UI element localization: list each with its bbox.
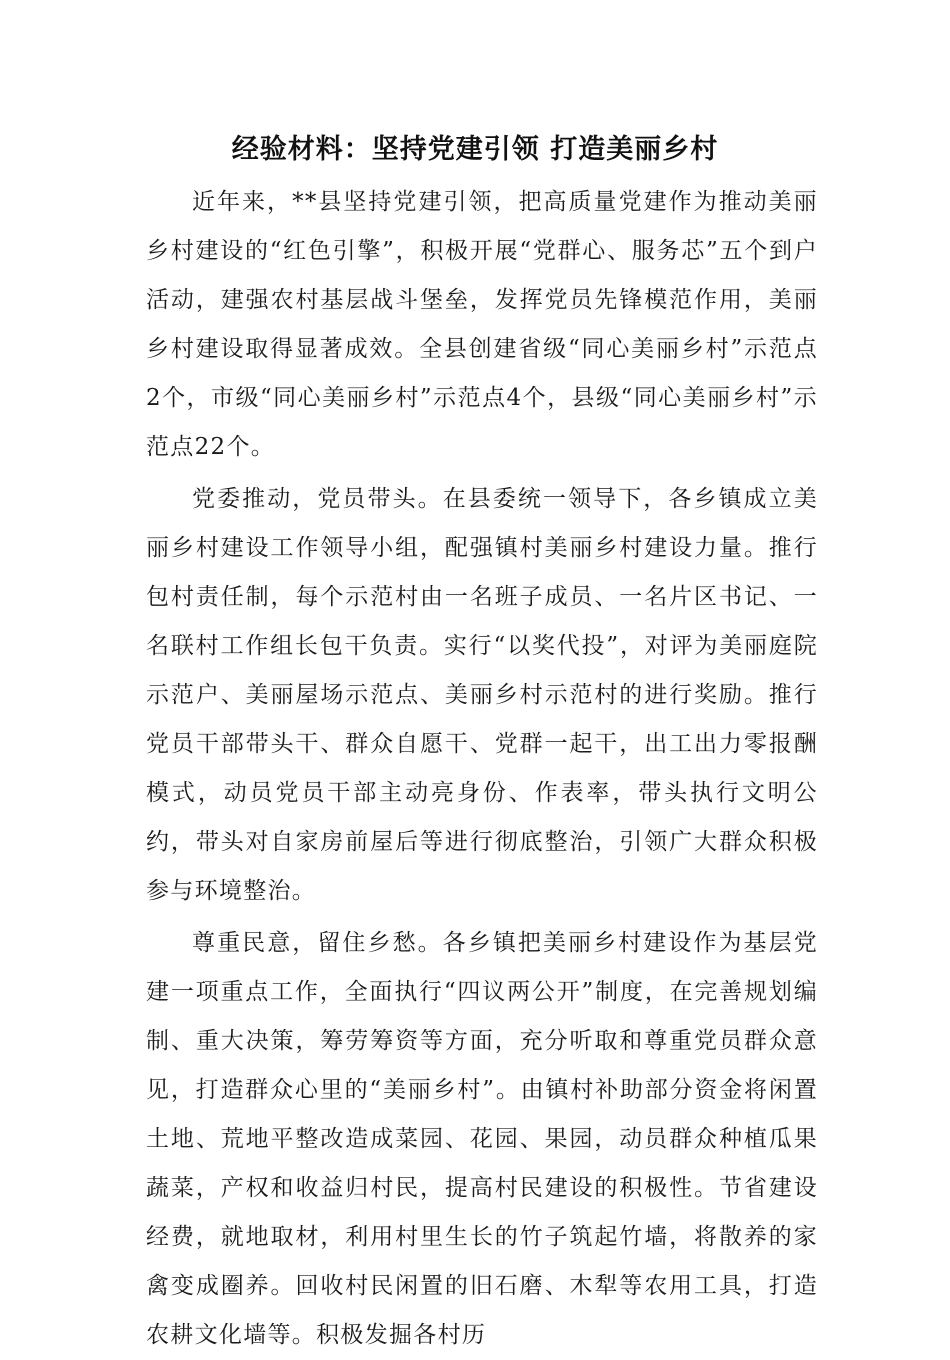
paragraph-public-opinion: 尊重民意，留住乡愁。各乡镇把美丽乡村建设作为基层党建一项重点工作，全面执行“四议两公开”制度，在完善规划编制、重大决策，筹劳筹资等方面，充分听取和尊重党员群众意见，打造群众心里的“美丽乡村”。由镇村补助部分资金将闲置土地、荒地平整改造成菜园、花园、果园，动员群众种植瓜果蔬菜，产权和收益归村民，提高村民建设的积极性。节省建设经费，就地取材，利用村里生长的竹子筑起竹墙，将散养的家禽变成圈养。回收村民闲置的旧石磨、木犁等农用工具，打造农耕文化墙等。积极发掘各村历: [146, 930, 818, 1348]
paragraph-party-leadership: 党委推动，党员带头。在县委统一领导下，各乡镇成立美丽乡村建设工作领导小组，配强镇村美丽乡村建设力量。推行包村责任制，每个示范村由一名班子成员、一名片区书记、一名联村工作组长包干负责。实行“以奖代投”，对评为美丽庭院示范户、美丽屋场示范点、美丽乡村示范村的进行奖励。推行党员干部带头干、群众自愿干、党群一起干，出工出力零报酬模式，动员党员干部主动亮身份、作表率，带头执行文明公约，带头对自家房前屋后等进行彻底整治，引领广大群众积极参与环境整治。: [146, 486, 818, 904]
paragraph-intro: 近年来，**县坚持党建引领，把高质量党建作为推动美丽乡村建设的“红色引擎”，积极开展“党群心、服务芯”五个到户活动，建强农村基层战斗堡垒，发挥党员先锋模范作用，美丽乡村建设取得显著成效。全县创建省级“同心美丽乡村”示范点2个，市级“同心美丽乡村”示范点4个，县级“同心美丽乡村”示范点22个。: [146, 189, 818, 460]
document-body: [146, 178, 818, 1360]
page-title: 经验材料：坚持党建引领 打造美丽乡村: [231, 134, 719, 165]
